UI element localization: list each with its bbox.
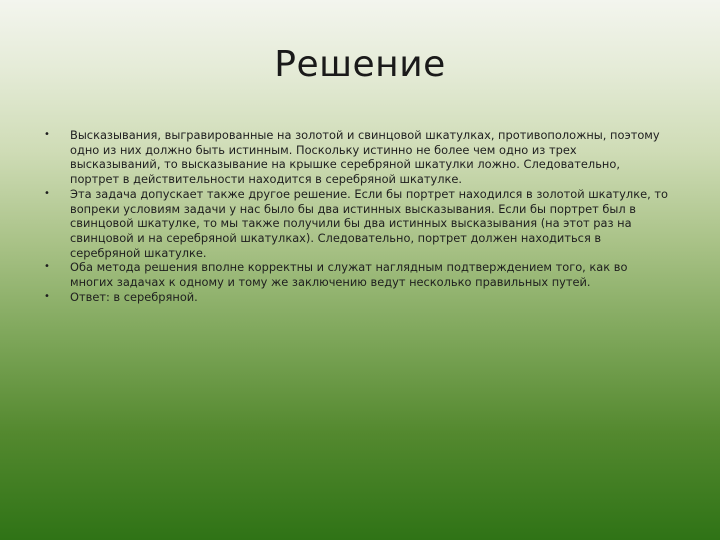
bullet-item-2 — [46, 187, 668, 261]
slide-content — [46, 128, 668, 304]
bullet-text: Ответ: в серебряной. — [70, 289, 198, 304]
slide-title: Решение — [274, 44, 446, 85]
bullet-item-3 — [46, 260, 668, 289]
bullet-list — [46, 128, 668, 304]
bullet-text: Оба метода решения вполне корректны и служат наглядным подтверждением того, как во многих задачах к одному и тому же заключению ведут несколько правильных путей. — [70, 260, 628, 290]
bullet-icon: • — [44, 129, 50, 140]
bullet-text: Эта задача допускает также другое решение. Если бы портрет находился в золотой шкатулке, то вопреки условиям задачи у нас было бы два истинных высказывания. Если бы портрет был в свинцовой шкатулке, то мы также получили бы два истинных высказывания (на этот раз на свинцовой и на серебряной шкатулках). Следовательно, портрет должен находиться в серебряной шкатулке. — [70, 186, 668, 260]
bullet-item-1 — [46, 128, 668, 187]
bullet-text: Высказывания, выгравированные на золотой и свинцовой шкатулках, противоположны, поэтому одно из них должно быть истинным. Поскольку истинно не более чем одно из трех высказываний, то высказывание на крышке серебряной шкатулки ложно. Следовательно, портрет в действительности находится в серебряной шкатулке. — [70, 128, 660, 187]
bullet-icon: • — [44, 261, 50, 273]
bullet-item-4 — [46, 290, 668, 305]
bullet-icon: • — [44, 187, 50, 199]
bullet-icon: • — [44, 290, 50, 302]
